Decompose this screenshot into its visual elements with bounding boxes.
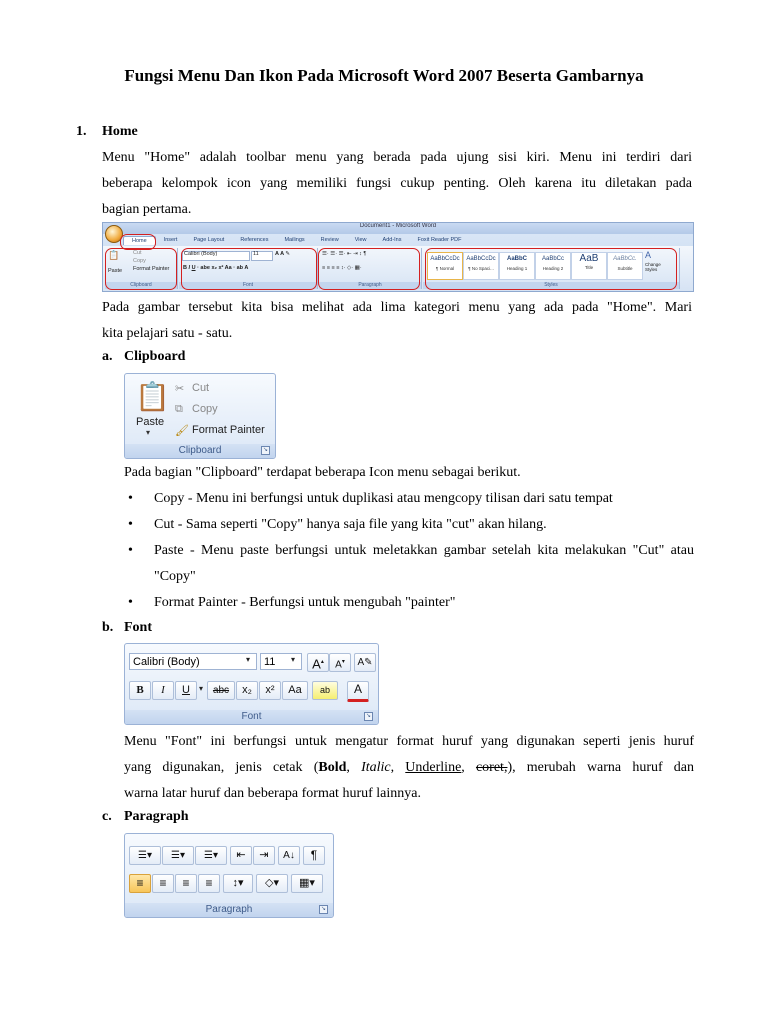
justify-icon: ≡ (198, 874, 220, 893)
align-left-icon: ≡ (129, 874, 151, 893)
text-line: Pada gambar tersebut kita bisa melihat ada lima kategori menu yang ada pada "Home". Mari (102, 300, 692, 315)
text-run: ), merubah warna huruf dan (507, 760, 695, 775)
numbering-icon: ☰▾ (162, 846, 194, 865)
ribbon-group-label: Styles (423, 282, 679, 289)
italic-sample: Italic (361, 760, 391, 775)
font-size-box (260, 653, 302, 670)
style-name: ¶ No Spaci... (468, 266, 494, 271)
highlight-clipboard (105, 248, 177, 290)
ribbon-tabs (123, 236, 470, 245)
decrease-indent-icon: ⇤ (230, 846, 252, 865)
cut-label: Cut (192, 382, 210, 394)
ribbon-group-editing (681, 248, 691, 289)
ribbon-tab: View (354, 237, 367, 243)
style-name: Subtitle (617, 266, 633, 271)
text-line: Pada bagian "Clipboard" terdapat beberapa Icon menu sebagai berikut. (124, 465, 521, 480)
section-number: 1. (76, 124, 87, 139)
ribbon-group-label: Font (179, 282, 317, 289)
style-name: ¶ Normal (435, 266, 455, 271)
style-sample: AaBbCcDc (466, 256, 496, 262)
bullet-icon: • (128, 543, 133, 558)
text-line: beberapa kelompok icon yang memiliki fungsi cukup penting. Oleh karena itu diletakan pada (102, 176, 692, 191)
font-format-icons: B I U · abe x₂ x² Aa · ab A (183, 265, 249, 271)
strike-sample: coret, (475, 760, 508, 775)
ribbon-tab: Mailings (284, 237, 305, 243)
multilevel-list-icon: ☰▾ (195, 846, 227, 865)
ribbon-image (102, 222, 694, 292)
subscript-icon: x₂ (236, 681, 258, 700)
text-run: yang digunakan, jenis cetak ( (124, 760, 319, 775)
ribbon-group-label: Paragraph (319, 282, 421, 289)
list-icons: ☰· ☰· ☰· ⇤ ⇥ ↕ ¶ (322, 251, 367, 257)
ribbon-cut-label: Cut (133, 250, 142, 256)
bullet-icon: • (128, 491, 133, 506)
align-icons: ≡ ≡ ≡ ≡ ↕· ◇· ▦· (322, 265, 362, 271)
text-line-formatting (124, 755, 694, 781)
sub-b-heading: Font (124, 620, 152, 635)
increase-indent-icon: ⇥ (253, 846, 275, 865)
dialog-launcher-icon: ↘ (320, 906, 327, 912)
sub-a-label: a. (102, 349, 113, 364)
highlight-paragraph (318, 248, 420, 290)
text-run: , (461, 760, 476, 775)
format-painter-label: Format Painter (192, 424, 265, 436)
scissors-icon: ✂ (175, 383, 185, 395)
font-name-box (129, 653, 257, 670)
line-spacing-icon: ↕▾ (223, 874, 253, 893)
underline-sample: Underline (405, 760, 462, 775)
paragraph-panel-image (124, 833, 334, 918)
bullets-icon: ☰▾ (129, 846, 161, 865)
dialog-launcher-icon: ↘ (262, 447, 269, 453)
style-name: Heading 1 (506, 266, 528, 271)
superscript-icon: x² (259, 681, 281, 700)
change-styles-icon: A (645, 250, 652, 260)
grow-font-icon: A▴ (307, 653, 329, 672)
sub-c-heading: Paragraph (124, 809, 189, 824)
text-run: , (346, 760, 362, 775)
sub-b-label: b. (102, 620, 114, 635)
sort-icon: A↓ (278, 846, 300, 865)
pilcrow-icon: ¶ (303, 846, 325, 865)
ribbon-copy-label: Copy (133, 258, 146, 264)
text-line: Menu "Home" adalah toolbar menu yang berada pada ujung sisi kiri. Menu ini terdiri dari (102, 150, 692, 165)
chevron-down-icon: ▾ (291, 655, 296, 664)
change-styles-label: Change Styles (645, 262, 661, 272)
copy-icon: ⧉ (175, 403, 183, 415)
change-case-icon: Aa (282, 681, 308, 700)
font-size-value: 11 (264, 656, 276, 668)
sub-a-heading: Clipboard (124, 349, 186, 364)
clear-formatting-icon: A✎ (354, 653, 376, 672)
text-line: warna latar huruf dan beberapa format huruf lainnya. (124, 786, 421, 801)
clipboard-group-label: Clipboard (125, 444, 275, 458)
copy-label: Copy (192, 403, 218, 415)
ribbon-tab: Add-Ins (382, 237, 402, 243)
style-sample: AaBbCc (541, 256, 564, 262)
list-item-text: Paste - Menu paste berfungsi untuk meletakkan gambar setelah kita melakukan "Cut" atau "Copy" (154, 543, 694, 584)
ribbon-tab: Review (320, 237, 339, 243)
bullet-icon: • (128, 517, 133, 532)
list-item (124, 486, 694, 512)
list-item-text: Copy - Menu ini berfungsi untuk duplikasi atau mengcopy tilisan dari satu tempat (154, 491, 613, 506)
align-right-icon: ≡ (175, 874, 197, 893)
bold-icon: B (129, 681, 151, 700)
ribbon-window-title: Document1 - Microsoft Word (359, 223, 437, 229)
sub-c-label: c. (102, 809, 112, 824)
style-name: Title (584, 265, 594, 270)
bullet-icon: • (128, 595, 133, 610)
grow-font-icon: A A ✎ (275, 251, 290, 257)
chevron-down-icon: ▾ (146, 428, 151, 437)
clipboard-intro (124, 460, 694, 486)
section-heading-home: Home (102, 124, 138, 139)
font-name-value: Calibri (Body) (133, 656, 200, 668)
ribbon-tab-home: Home (123, 236, 156, 245)
strikethrough-icon: abc (207, 681, 235, 700)
list-item (124, 538, 694, 590)
highlight-color-icon: ab (312, 681, 338, 700)
style-name: Heading 2 (542, 266, 564, 271)
paragraph-group-label: Paragraph (125, 903, 333, 917)
clipboard-bullet-list (124, 486, 694, 616)
text-run: , (390, 760, 406, 775)
list-item (124, 590, 694, 616)
font-color-icon: A (347, 681, 369, 702)
paste-icon: 📋 (108, 250, 120, 260)
ribbon-font-size: 11 (253, 251, 259, 257)
borders-icon: ▦▾ (291, 874, 323, 893)
ribbon-tab: Insert (163, 237, 178, 243)
highlight-styles (425, 248, 677, 290)
font-description-paragraph (124, 729, 694, 807)
text-line: kita pelajari satu - satu. (102, 326, 233, 341)
shading-icon: ◇▾ (256, 874, 288, 893)
list-item (124, 512, 694, 538)
ribbon-format-painter-label: Format Painter (133, 266, 170, 272)
shrink-font-icon: A▾ (329, 653, 351, 672)
style-sample: AaB (579, 253, 599, 264)
underline-icon: U (175, 681, 197, 700)
ribbon-tab: Foxit Reader PDF (417, 237, 462, 243)
ribbon-paste-label: Paste (108, 268, 123, 274)
bold-sample: Bold (318, 760, 347, 775)
format-painter-icon: 🖌 (175, 425, 189, 437)
dialog-launcher-icon: ↘ (365, 713, 372, 719)
ribbon-tab: Page Layout (193, 237, 225, 243)
list-item-text: Cut - Sama seperti "Copy" hanya saja file yang kita "cut" akan hilang. (154, 517, 547, 532)
chevron-down-icon: ▾ (199, 684, 204, 693)
clipboard-panel-image (124, 373, 276, 459)
chevron-down-icon: ▾ (246, 655, 251, 664)
list-item-text: Format Painter - Berfungsi untuk mengubah "painter" (154, 595, 456, 610)
page-title: Fungsi Menu Dan Ikon Pada Microsoft Word 2007 Beserta Gambarnya (124, 66, 644, 85)
ribbon-group-label: Clipboard (105, 282, 177, 289)
style-sample: AaBbCcDc (430, 256, 460, 262)
align-center-icon: ≡ (152, 874, 174, 893)
ribbon-tab: References (240, 237, 269, 243)
ribbon-font-name: Calibri (Body) (184, 251, 218, 257)
paste-label: Paste (136, 416, 165, 428)
highlight-font (181, 248, 317, 290)
italic-icon: I (152, 681, 174, 700)
style-sample: AaBbC (506, 256, 527, 262)
paste-icon: 📋 (135, 381, 170, 412)
ribbon-explain-paragraph (102, 295, 692, 347)
style-sample: AaBbCc. (613, 256, 637, 262)
text-line: Menu "Font" ini berfungsi untuk mengatur format huruf yang digunakan seperti jenis huruf (124, 734, 694, 749)
text-line: bagian pertama. (102, 202, 192, 217)
font-group-label: Font (125, 710, 378, 724)
home-intro-paragraph (102, 145, 692, 223)
font-panel-image (124, 643, 379, 725)
